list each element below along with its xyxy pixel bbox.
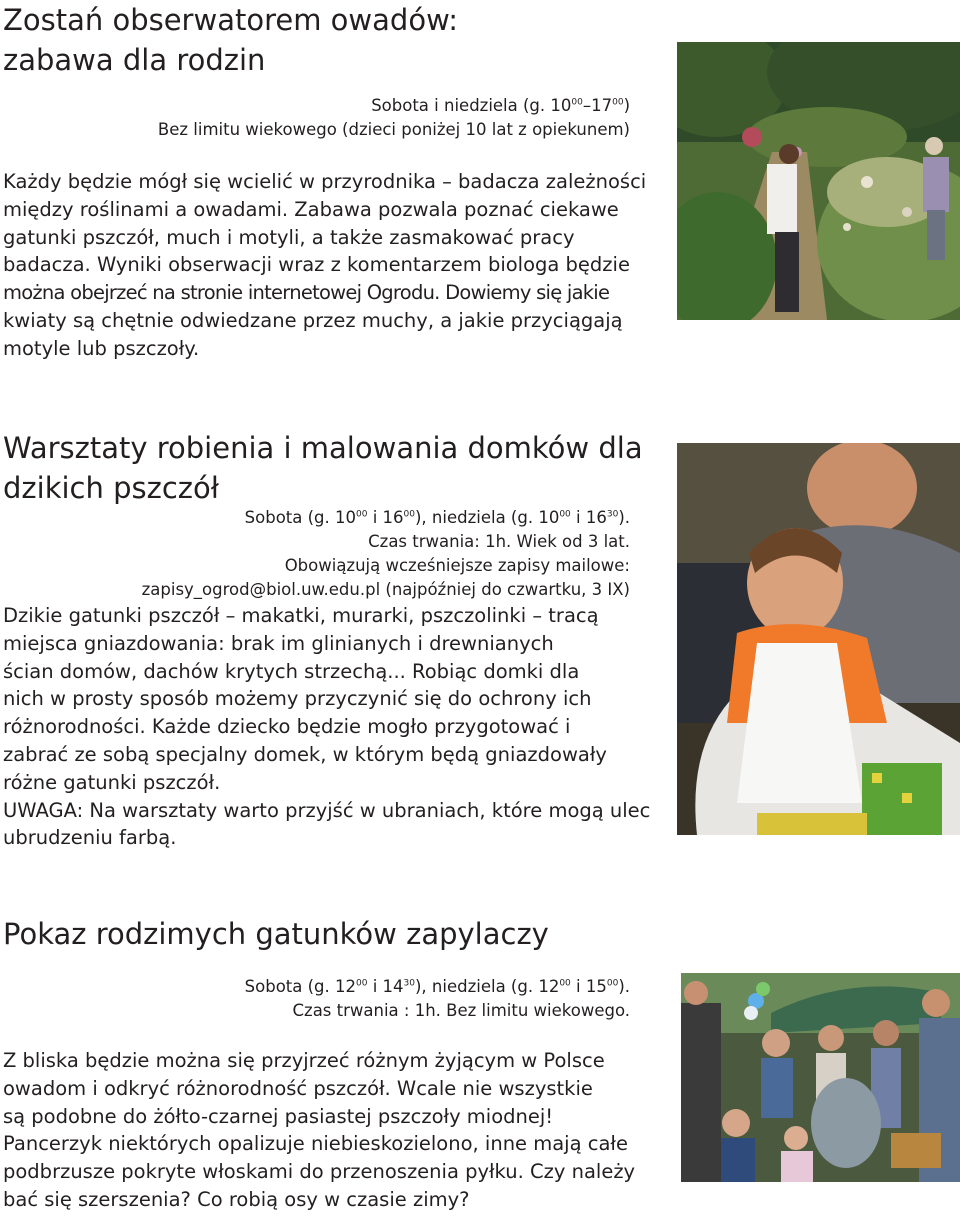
section-1-description: Każdy będzie mógł się wcielić w przyrodnika – badacza zależności między roślinami a owadami. Zabawa pozwala poznać ciekawe gatunki pszczół, much i motyli, a także zasmakować pracy badacza. Wyniki obserwacji wraz z komentarzem biologa będzie można obejrzeć na stronie internetowej Ogrodu. Dowiemy się jakie kwiaty są chętnie odwiedzane przez muchy, a jakie przyciągają motyle lub pszczoły.	[3, 170, 647, 360]
schedule-duration-line: Czas trwania: 1h. Wiek od 3 lat.	[368, 532, 630, 551]
schedule-email-line: zapisy_ogrod@biol.uw.edu.pl (najpóźniej do czwartku, 3 IX)	[141, 580, 630, 599]
workshop-photo	[677, 443, 960, 835]
section-3-schedule	[245, 975, 630, 1023]
garden-photo	[677, 42, 960, 320]
pollinator-show-photo	[681, 973, 960, 1182]
section-2-description: Dzikie gatunki pszczół – makatki, murarki, pszczolinki – tracą miejsca gniazdowania: brak im glinianych i drewnianych ścian domów, dachów krytych strzechą... Robiąc domki dla nich w prosty sposób możemy przyczynić się do ochrony ich różnorodności. Każde dziecko będzie mogło przygotować i zabrać ze sobą specjalny domek, w którym będą gniazdowały różne gatunki pszczół. UWAGA: Na warsztaty warto przyjść w ubraniach, które mogą ulec ubrudzeniu farbą.	[3, 604, 651, 850]
section-2-schedule	[142, 506, 630, 602]
section-2-title: Warsztaty robienia i malowania domków dla dzikich pszczół	[3, 431, 643, 505]
section-3-description: Z bliska będzie można się przyjrzeć różnym żyjącym w Polsce owadom i odkryć różnorodność pszczół. Wcale nie wszystkie są podobne do żółto-czarnej pasiastej pszczoły miodnej! Pancerzyk niektórych opalizuje niebieskozielono, inne mają całe podbrzusze pokryte włoskami do przenoszenia pyłku. Czy należy bać się szerszenia? Co robią osy w czasie zimy?	[3, 1049, 636, 1211]
schedule-age-line: Bez limitu wiekowego (dzieci poniżej 10 lat z opiekunem)	[157, 120, 630, 139]
schedule-time-line: Sobota i niedziela (g. $10^{00}-17^{00}$)	[371, 96, 630, 115]
section-1-title: Zostań obserwatorem owadów: zabawa dla rodzin	[3, 3, 458, 77]
section-3-title: Pokaz rodzimych gatunków zapylaczy	[3, 917, 549, 951]
schedule-time-line: Sobota (g. $10^{00}$ i $16^{00}$), niedziela (g. $10^{00}$ i $16^{30}$).	[244, 508, 630, 527]
schedule-signup-line: Obowiązują wcześniejsze zapisy mailowe:	[284, 556, 630, 575]
section-1-schedule	[158, 94, 630, 142]
schedule-time-line: Sobota (g. $12^{00}$ i $14^{30}$), niedziela (g. $12^{00}$ i $15^{00}$).	[244, 977, 630, 996]
schedule-duration-line: Czas trwania : 1h. Bez limitu wiekowego.	[292, 1001, 630, 1020]
